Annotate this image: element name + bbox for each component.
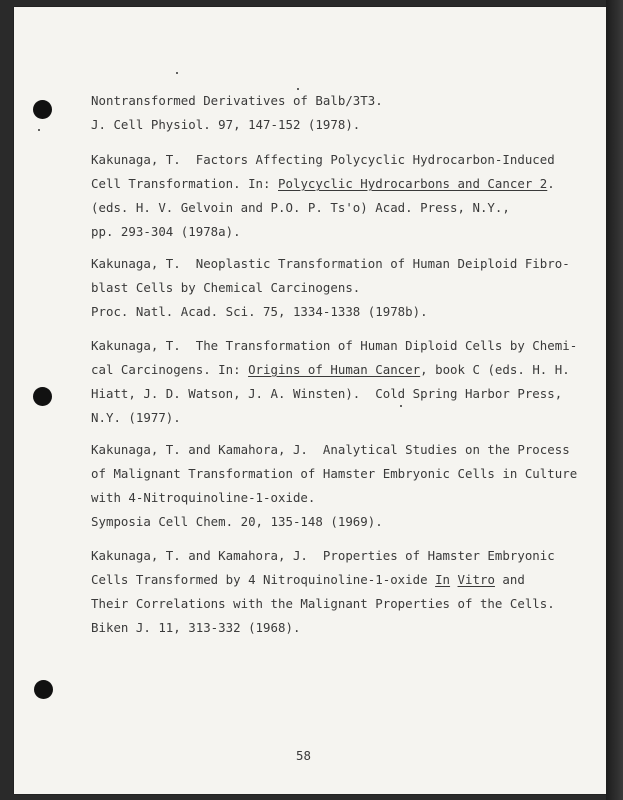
reference-text: Kakunaga, T. and Kamahora, J. Properties of Hamster Embryonic xyxy=(91,548,555,563)
page-number: 58 xyxy=(296,748,311,763)
reference-text xyxy=(450,572,457,587)
reference-line xyxy=(91,93,383,108)
reference-text: Their Correlations with the Malignant Properties of the Cells. xyxy=(91,596,555,611)
reference-line xyxy=(91,338,577,353)
reference-line xyxy=(91,548,555,563)
underlined-title: Vitro xyxy=(457,572,495,587)
scan-speck xyxy=(297,88,299,90)
scan-speck xyxy=(176,72,178,74)
reference-text: Symposia Cell Chem. 20, 135-148 (1969). xyxy=(91,514,383,529)
reference-text: of Malignant Transformation of Hamster Embryonic Cells in Culture xyxy=(91,466,578,481)
scan-edge xyxy=(606,0,623,800)
reference-text: Cells Transformed by 4 Nitroquinoline-1-oxide xyxy=(91,572,436,587)
reference-text: pp. 293-304 (1978a). xyxy=(91,224,241,239)
scan-speck xyxy=(400,405,402,407)
reference-line xyxy=(91,117,360,132)
reference-text: with 4-Nitroquinoline-1-oxide. xyxy=(91,490,316,505)
reference-line xyxy=(91,466,577,481)
reference-line xyxy=(91,256,570,271)
reference-line xyxy=(91,280,360,295)
reference-text: and xyxy=(494,572,525,587)
underlined-title: Polycyclic Hydrocarbons and Cancer 2 xyxy=(278,176,548,191)
punch-hole xyxy=(33,100,52,119)
reference-text: Cell Transformation. In: xyxy=(91,176,278,191)
punch-hole xyxy=(33,387,52,406)
reference-text: J. Cell Physiol. 97, 147-152 (1978). xyxy=(91,117,361,132)
reference-line xyxy=(91,200,510,215)
reference-line xyxy=(91,596,555,611)
reference-text: Proc. Natl. Acad. Sci. 75, 1334-1338 (1978b). xyxy=(91,304,428,319)
reference-line xyxy=(91,572,525,587)
reference-line xyxy=(91,224,241,239)
reference-text: Kakunaga, T. Factors Affecting Polycyclic Hydrocarbon-Induced xyxy=(91,152,555,167)
scan-speck xyxy=(38,129,40,131)
reference-line xyxy=(91,490,315,505)
reference-line xyxy=(91,386,562,401)
reference-text: N.Y. (1977). xyxy=(91,410,181,425)
reference-text: , book C (eds. H. H. xyxy=(420,362,570,377)
reference-text: Nontransformed Derivatives of Balb/3T3. xyxy=(91,93,383,108)
reference-text: cal Carcinogens. In: xyxy=(91,362,249,377)
punch-hole xyxy=(34,680,53,699)
reference-text: Hiatt, J. D. Watson, J. A. Winsten). Cold Spring Harbor Press, xyxy=(91,386,563,401)
reference-line xyxy=(91,362,570,377)
underlined-title: In xyxy=(435,572,451,587)
reference-text: . xyxy=(547,176,555,191)
reference-text: Kakunaga, T. and Kamahora, J. Analytical Studies on the Process xyxy=(91,442,570,457)
reference-line xyxy=(91,514,383,529)
reference-line xyxy=(91,176,555,191)
reference-line xyxy=(91,304,428,319)
reference-line xyxy=(91,620,300,635)
reference-line xyxy=(91,442,570,457)
reference-text: Kakunaga, T. The Transformation of Human Diploid Cells by Chemi- xyxy=(91,338,578,353)
reference-line xyxy=(91,152,555,167)
reference-text: Biken J. 11, 313-332 (1968). xyxy=(91,620,301,635)
underlined-title: Origins of Human Cancer xyxy=(248,362,421,377)
reference-text: (eds. H. V. Gelvoin and P.O. P. Ts'o) Acad. Press, N.Y., xyxy=(91,200,510,215)
reference-line xyxy=(91,410,181,425)
reference-text: Kakunaga, T. Neoplastic Transformation of Human Deiploid Fibro- xyxy=(91,256,570,271)
reference-text: blast Cells by Chemical Carcinogens. xyxy=(91,280,361,295)
